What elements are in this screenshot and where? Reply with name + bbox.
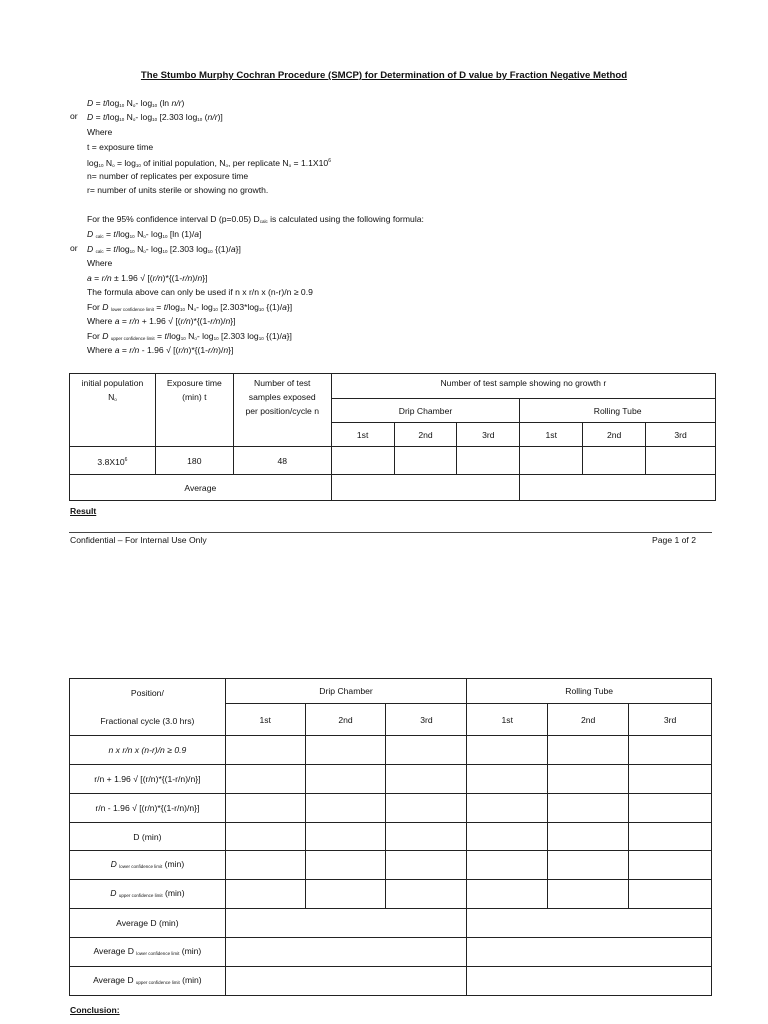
formula-dcalc: D $_{calc} = t/\log_{10}$ $N_o-$ $\log_{10} [\ln$ (1)/a] <box>87 229 202 239</box>
sub-header-3rd: 3rd <box>646 423 716 447</box>
validity-note: The formula above can only be used if n x r/n x (n-r)/n ≥ 0.9 <box>87 287 313 297</box>
average-label: Average <box>70 475 332 501</box>
sub-header-2nd: 2nd <box>305 704 386 736</box>
results-table <box>69 678 712 996</box>
cell-empty[interactable] <box>225 880 305 909</box>
cell-empty[interactable] <box>467 851 548 880</box>
row-label-minus: r/n - 1.96 √ [(r/n)*{(1-r/n)/n}] <box>70 794 226 823</box>
cell-empty[interactable] <box>305 794 386 823</box>
ci-intro: For the 95% confidence interval D (p=0.05) $D_{calc}$ is calculated using the following formula: <box>87 214 424 224</box>
cell-empty[interactable] <box>225 851 305 880</box>
footer-page-number: Page 1 of 2 <box>652 535 696 545</box>
header-no-growth: Number of test sample showing no growth r <box>331 374 715 399</box>
row-label-d-upper: D $_{upper confidence limit}$ (min) <box>70 880 226 909</box>
cell-empty[interactable] <box>386 823 467 851</box>
cell-empty[interactable] <box>520 447 583 475</box>
sub-header-3rd: 3rd <box>386 704 467 736</box>
row-label-avg-d-lower: Average D $_{lower confidence limit}$ (min) <box>70 938 226 967</box>
sub-header-2nd: 2nd <box>583 423 646 447</box>
where-label: Where <box>87 127 113 137</box>
cell-empty[interactable] <box>629 851 712 880</box>
group-rolling-tube: Rolling Tube <box>467 679 712 704</box>
conclusion-label: Conclusion: <box>70 1005 120 1015</box>
cell-empty[interactable] <box>331 447 394 475</box>
cell-avg-drip[interactable] <box>225 909 467 938</box>
group-drip-chamber: Drip Chamber <box>331 399 520 423</box>
group-drip-chamber: Drip Chamber <box>225 679 467 704</box>
cell-empty[interactable] <box>467 765 548 794</box>
population-table <box>69 373 716 501</box>
cell-empty[interactable] <box>548 736 629 765</box>
formula-d-upper: For D $_{upper confidence limit} = t/\log_{10}$ $N_o-$ $\log_{10} [2.303$ $\log_{10} \{(1)/a\}$] <box>87 331 292 341</box>
cell-empty[interactable] <box>629 794 712 823</box>
result-label: Result <box>70 506 97 516</box>
cell-empty[interactable] <box>583 447 646 475</box>
cell-empty[interactable] <box>646 447 716 475</box>
cell-empty[interactable] <box>467 880 548 909</box>
cell-empty[interactable] <box>305 765 386 794</box>
cell-empty[interactable] <box>394 447 457 475</box>
cell-empty[interactable] <box>225 736 305 765</box>
where-label-2: Where <box>87 258 113 268</box>
row-label-avg-d: Average D (min) <box>70 909 226 938</box>
cell-empty[interactable] <box>548 851 629 880</box>
row-label-avg-d-upper: Average D $_{upper confidence limit}$ (min) <box>70 967 226 996</box>
cell-empty[interactable] <box>386 851 467 880</box>
cell-average-drip[interactable] <box>331 475 520 501</box>
sub-header-2nd: 2nd <box>548 704 629 736</box>
footer-confidential: Confidential – For Internal Use Only <box>70 535 207 545</box>
cell-empty[interactable] <box>467 736 548 765</box>
cell-empty[interactable] <box>467 823 548 851</box>
cell-empty[interactable] <box>386 794 467 823</box>
cell-empty[interactable] <box>548 765 629 794</box>
sub-header-1st: 1st <box>467 704 548 736</box>
cell-empty[interactable] <box>305 851 386 880</box>
cell-empty[interactable] <box>629 765 712 794</box>
header-exposure-time: Exposure time (min) t <box>155 374 233 447</box>
formula-a: a = r/n ± 1.96 √ [(r/n)*{(1-r/n)/n}] <box>87 273 208 283</box>
row-label-d: D (min) <box>70 823 226 851</box>
header-num-test-samples: Number of test samples exposed per position/cycle n <box>233 374 331 447</box>
formula-a-lower: Where a = r/n + 1.96 √ [(r/n)*{(1-r/n)/n}] <box>87 316 236 326</box>
cell-avg-drip[interactable] <box>225 938 467 967</box>
cell-empty[interactable] <box>305 823 386 851</box>
cell-average-rolling[interactable] <box>520 475 716 501</box>
header-position: Position/ Fractional cycle (3.0 hrs) <box>70 679 226 736</box>
cell-empty[interactable] <box>548 794 629 823</box>
cell-empty[interactable] <box>629 880 712 909</box>
sub-header-1st: 1st <box>225 704 305 736</box>
cell-samples: 48 <box>233 447 331 475</box>
sub-header-2nd: 2nd <box>394 423 457 447</box>
or-label: or <box>70 111 78 121</box>
definition-t: t = exposure time <box>87 142 154 152</box>
definition-r: r= number of units sterile or showing no growth. <box>87 185 269 195</box>
row-label-plus: r/n + 1.96 √ [(r/n)*{(1-r/n)/n}] <box>70 765 226 794</box>
group-rolling-tube: Rolling Tube <box>520 399 716 423</box>
formula-a-upper: Where a = r/n - 1.96 √ [(r/n)*{(1-r/n)/n}] <box>87 345 234 355</box>
cell-empty[interactable] <box>467 794 548 823</box>
sub-header-1st: 1st <box>331 423 394 447</box>
definition-pop: $\log_{10} N_o = \log_{10}$ of initial population, $N_o$, per replicate $N_o = 1.1X10^6$ <box>87 158 331 168</box>
cell-empty[interactable] <box>225 823 305 851</box>
cell-avg-rolling[interactable] <box>467 938 712 967</box>
formula-dcalc-alt: D $_{calc} = t/\log_{10}$ $N_o-$ $\log_{10} [2.303$ $\log_{10} \{(1)/a\}$] <box>87 244 241 254</box>
row-label-validity: n x r/n x (n-r)/n ≥ 0.9 <box>70 736 226 765</box>
cell-population: $3.8X10^6$ <box>70 447 156 475</box>
formula-d-alt: $D = t/\log_{10}$ $N_o-$ $\log_{10} [2.303$ $\log_{10} (n/r)$] <box>87 112 223 122</box>
sub-header-3rd: 3rd <box>457 423 520 447</box>
row-label-d-lower: D $_{lower confidence limit}$ (min) <box>70 851 226 880</box>
cell-empty[interactable] <box>629 823 712 851</box>
cell-avg-rolling[interactable] <box>467 967 712 996</box>
cell-avg-rolling[interactable] <box>467 909 712 938</box>
footer-divider <box>69 532 712 533</box>
cell-avg-drip[interactable] <box>225 967 467 996</box>
cell-empty[interactable] <box>386 880 467 909</box>
cell-empty[interactable] <box>548 823 629 851</box>
header-initial-population: initial population $N_o$ <box>70 374 156 447</box>
sub-header-1st: 1st <box>520 423 583 447</box>
formula-d: $D = t/\log_{10}$ $N_o-$ $\log_{10} (\ln$ n/r) <box>87 98 185 108</box>
cell-empty[interactable] <box>548 880 629 909</box>
cell-empty[interactable] <box>386 736 467 765</box>
or-label-2: or <box>70 243 78 253</box>
cell-empty[interactable] <box>225 794 305 823</box>
cell-exposure: 180 <box>155 447 233 475</box>
cell-empty[interactable] <box>225 765 305 794</box>
page-title: The Stumbo Murphy Cochran Procedure (SMCP) for Determination of D value by Fraction Negative Method <box>140 70 628 81</box>
sub-header-3rd: 3rd <box>629 704 712 736</box>
cell-empty[interactable] <box>305 736 386 765</box>
cell-empty[interactable] <box>386 765 467 794</box>
definition-n: n= number of replicates per exposure time <box>87 171 249 181</box>
cell-empty[interactable] <box>305 880 386 909</box>
cell-empty[interactable] <box>629 736 712 765</box>
formula-d-lower: For D $_{lower confidence limit} = t/\log_{10}$ $N_o-$ $\log_{10} [2.303*\log_{10}$ {(1)/a}] <box>87 302 293 312</box>
cell-empty[interactable] <box>457 447 520 475</box>
